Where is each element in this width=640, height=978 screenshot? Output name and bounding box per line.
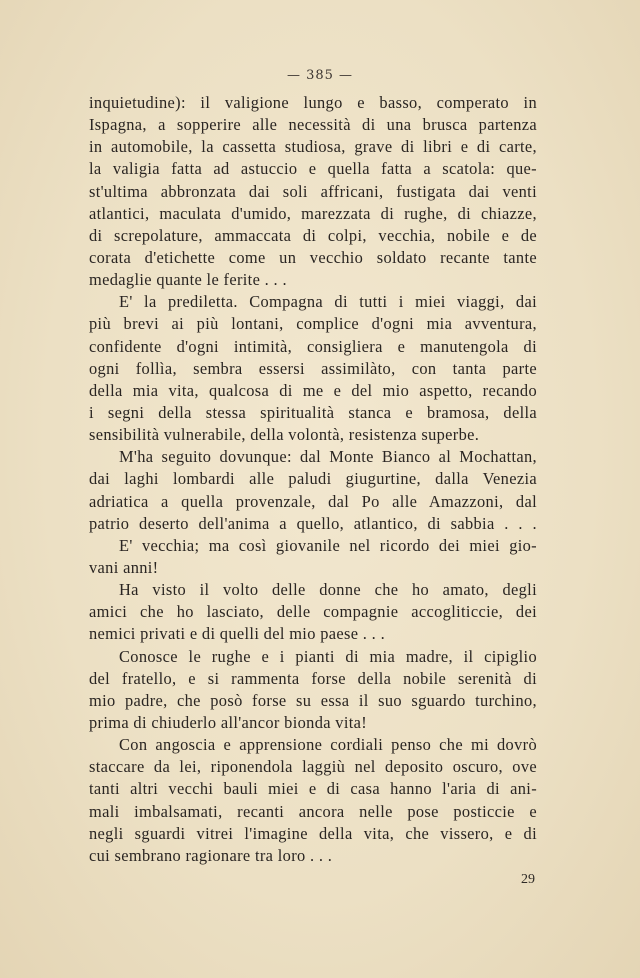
text-line: vani anni! <box>89 557 159 577</box>
text-line: mio padre, che posò forse su essa il suo sguardo turchino, <box>89 690 537 710</box>
text-line: prima di chiuderlo all'ancor bionda vita! <box>89 712 368 732</box>
body-text <box>89 92 537 867</box>
text-line: E' vecchia; ma così giovanile nel ricordo dei miei gio- <box>119 535 537 555</box>
text-line: la valigia fatta ad astuccio e quella fatta a scatola: que- <box>89 159 537 179</box>
text-line: cui sembrano ragionare tra loro . . . <box>89 845 333 865</box>
text-line: amici che ho lasciato, delle compagnie accogliticcie, dei <box>89 602 537 622</box>
text-line: atlantici, maculata d'umido, marezzata di rughe, di chiazze, <box>89 203 537 223</box>
text-line: adriatica a quella provenzale, dal Po alle Amazzoni, dal <box>89 491 537 511</box>
text-line: Ha visto il volto delle donne che ho amato, degli <box>119 580 537 600</box>
text-line: Ispagna, a sopperire alle necessità di una brusca partenza <box>89 115 537 135</box>
text-line: inquietudine): il valigione lungo e basso, comperato in <box>89 93 537 112</box>
text-line: negli sguardi vitrei l'imagine della vita, che vissero, e di <box>89 823 537 843</box>
signature-folio: 29 <box>521 872 535 887</box>
text-line: i segni della stessa spiritualità stanca e bramosa, della <box>89 402 537 422</box>
text-line: del fratello, e si rammenta forse della nobile serenità di <box>89 668 537 688</box>
text-line: mali imbalsamati, recanti ancora nelle pose posticcie e <box>89 801 537 821</box>
text-line: nemici privati e di quelli del mio paese . . . <box>89 624 386 644</box>
text-line: sensibilità vulnerabile, della volontà, resistenza superbe. <box>89 425 480 445</box>
text-line: E' la prediletta. Compagna di tutti i miei viaggi, dai <box>119 292 537 312</box>
text-line: staccare da lei, riponendola laggiù nel deposito oscuro, ove <box>89 757 537 777</box>
text-line: confidente d'ogni intimità, consigliera e manutengola di <box>89 336 537 356</box>
text-line: ogni follìa, sembra essersi assimilàto, con tanta parte <box>89 358 537 378</box>
text-line: patrio deserto dell'anima a quello, atlantico, di sabbia . . . <box>89 513 537 533</box>
text-line: della mia vita, qualcosa di me e del mio aspetto, recando <box>89 380 537 400</box>
text-line: tanti altri vecchi bauli miei e di casa hanno l'aria di ani- <box>89 779 537 799</box>
text-line: più brevi ai più lontani, complice d'ogni mia avventura, <box>89 314 537 334</box>
text-line: medaglie quante le ferite . . . <box>89 270 287 290</box>
text-line: Con angoscia e apprensione cordiali penso che mi dovrò <box>119 735 537 755</box>
text-line: M'ha seguito dovunque: dal Monte Bianco al Mochattan, <box>119 447 537 467</box>
text-line: in automobile, la cassetta studiosa, grave di libri e di carte, <box>89 137 537 157</box>
text-line: di screpolature, ammaccata di colpi, vecchia, nobile e de <box>89 225 537 245</box>
text-line: corata d'etichette come un vecchio soldato recante tante <box>89 247 537 267</box>
page-number-header: — 385 — <box>286 68 354 83</box>
text-line: Conosce le rughe e i pianti di mia madre, il cipiglio <box>119 646 537 666</box>
text-line: dai laghi lombardi alle paludi giugurtine, dalla Venezia <box>89 469 537 489</box>
text-line: st'ultima abbronzata dai soli affricani, fustigata dai venti <box>89 181 537 201</box>
